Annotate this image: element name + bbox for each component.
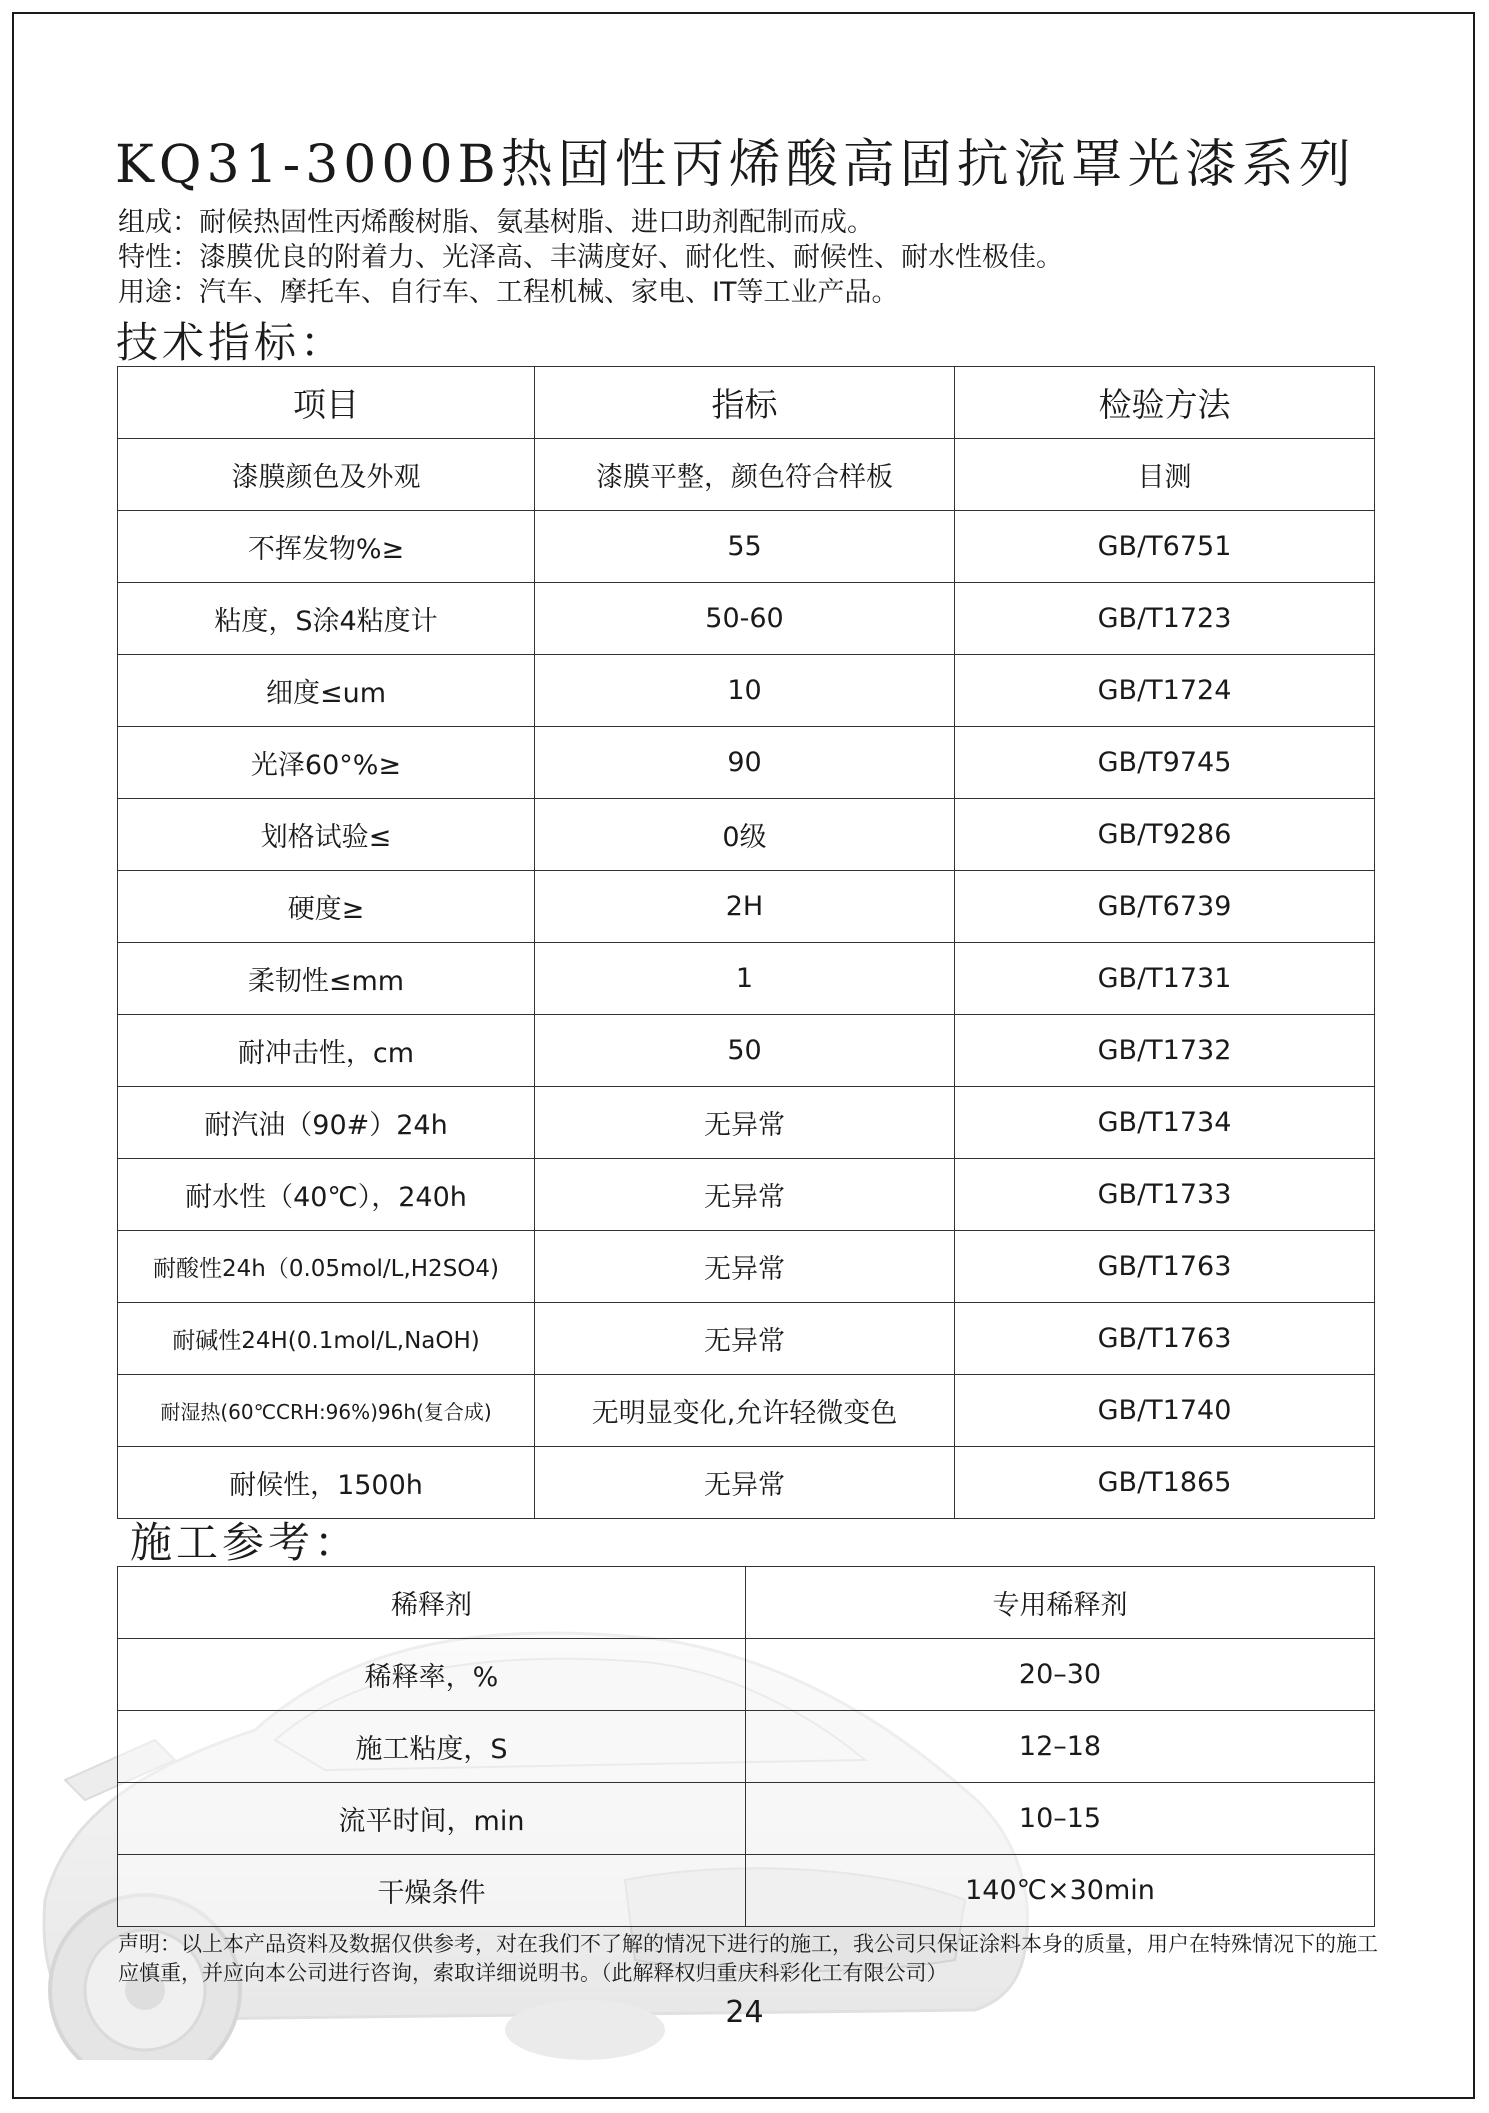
table-row [118, 943, 1375, 1015]
spec-item: 硬度≥ [118, 871, 535, 943]
spec-header-item: 项目 [118, 367, 535, 439]
table-row [118, 1087, 1375, 1159]
spec-item: 粘度，S涂4粘度计 [118, 583, 535, 655]
table-row [118, 511, 1375, 583]
spec-value: 2H [535, 871, 955, 943]
spec-value: 无异常 [535, 1159, 955, 1231]
spec-value: 50-60 [535, 583, 955, 655]
spec-method: GB/T9286 [955, 799, 1375, 871]
spec-item: 柔韧性≤mm [118, 943, 535, 1015]
apply-param: 稀释剂 [118, 1567, 746, 1639]
spec-value: 无明显变化,允许轻微变色 [535, 1375, 955, 1447]
composition-line: 组成：耐候热固性丙烯酸树脂、氨基树脂、进口助剂配制而成。 [118, 207, 874, 238]
product-intro [118, 205, 1063, 310]
table-row [118, 1015, 1375, 1087]
spec-item: 漆膜颜色及外观 [118, 439, 535, 511]
spec-method: GB/T1734 [955, 1087, 1375, 1159]
apply-param: 稀释率，% [118, 1639, 746, 1711]
table-row [118, 1567, 1375, 1639]
spec-value: 漆膜平整，颜色符合样板 [535, 439, 955, 511]
spec-header-row [118, 367, 1375, 439]
table-row [118, 655, 1375, 727]
table-row [118, 583, 1375, 655]
spec-value: 无异常 [535, 1447, 955, 1519]
table-row [118, 727, 1375, 799]
spec-value: 50 [535, 1015, 955, 1087]
spec-method: GB/T6751 [955, 511, 1375, 583]
spec-method: GB/T1732 [955, 1015, 1375, 1087]
table-row [118, 1159, 1375, 1231]
spec-header-method: 检验方法 [955, 367, 1375, 439]
spec-method: GB/T1865 [955, 1447, 1375, 1519]
page-title: KQ31-3000B热固性丙烯酸高固抗流罩光漆系列 [115, 135, 1356, 195]
spec-header-value: 指标 [535, 367, 955, 439]
spec-method: GB/T1763 [955, 1231, 1375, 1303]
table-row [118, 799, 1375, 871]
apply-value: 140℃×30min [746, 1855, 1375, 1927]
page-number: 24 [725, 1995, 764, 2030]
spec-value: 10 [535, 655, 955, 727]
apply-param: 干燥条件 [118, 1855, 746, 1927]
apply-value: 专用稀释剂 [746, 1567, 1375, 1639]
apply-param: 施工粘度，S [118, 1711, 746, 1783]
spec-item: 光泽60°%≥ [118, 727, 535, 799]
spec-method: GB/T1763 [955, 1303, 1375, 1375]
spec-table [117, 366, 1375, 1519]
spec-item: 细度≤um [118, 655, 535, 727]
apply-value: 20–30 [746, 1639, 1375, 1711]
disclaimer-text: 声明：以上本产品资料及数据仅供参考，对在我们不了解的情况下进行的施工，我公司只保证涂料本身的质量，用户在特殊情况下的施工应慎重，并应向本公司进行咨询，索取详细说明书。（此解释权归重庆科彩化工有限公司） [118, 1932, 1378, 1985]
spec-item: 划格试验≤ [118, 799, 535, 871]
spec-method: GB/T1740 [955, 1375, 1375, 1447]
spec-method: GB/T9745 [955, 727, 1375, 799]
spec-item: 耐水性（40℃），240h [118, 1159, 535, 1231]
table-row [118, 871, 1375, 943]
spec-value: 90 [535, 727, 955, 799]
spec-value: 无异常 [535, 1303, 955, 1375]
spec-value: 无异常 [535, 1231, 955, 1303]
spec-method: GB/T6739 [955, 871, 1375, 943]
table-row [118, 1783, 1375, 1855]
spec-value: 0级 [535, 799, 955, 871]
table-row [118, 1303, 1375, 1375]
application-table [117, 1566, 1375, 1927]
spec-method: GB/T1724 [955, 655, 1375, 727]
usage-line: 用途：汽车、摩托车、自行车、工程机械、家电、IT等工业产品。 [118, 277, 899, 308]
properties-line: 特性：漆膜优良的附着力、光泽高、丰满度好、耐化性、耐候性、耐水性极佳。 [118, 242, 1063, 273]
spec-item: 耐酸性24h（0.05mol/L,H2SO4) [118, 1231, 535, 1303]
table-row [118, 1447, 1375, 1519]
spec-item: 耐汽油（90#）24h [118, 1087, 535, 1159]
spec-item: 耐冲击性，cm [118, 1015, 535, 1087]
spec-method: GB/T1723 [955, 583, 1375, 655]
table-row [118, 1711, 1375, 1783]
spec-method: 目测 [955, 439, 1375, 511]
table-row [118, 1231, 1375, 1303]
spec-item: 不挥发物%≥ [118, 511, 535, 583]
apply-param: 流平时间，min [118, 1783, 746, 1855]
apply-value: 12–18 [746, 1711, 1375, 1783]
apply-value: 10–15 [746, 1783, 1375, 1855]
table-row [118, 439, 1375, 511]
spec-item: 耐候性，1500h [118, 1447, 535, 1519]
apply-section-heading: 施工参考： [130, 1518, 361, 1567]
spec-item: 耐湿热(60℃CRH:96%)96h(复合成) [118, 1375, 535, 1447]
spec-value: 55 [535, 511, 955, 583]
spec-section-heading: 技术指标： [116, 318, 347, 367]
spec-item: 耐碱性24H(0.1mol/L,NaOH) [118, 1303, 535, 1375]
table-row [118, 1639, 1375, 1711]
table-row [118, 1855, 1375, 1927]
spec-value: 无异常 [535, 1087, 955, 1159]
spec-value: 1 [535, 943, 955, 1015]
spec-method: GB/T1731 [955, 943, 1375, 1015]
spec-method: GB/T1733 [955, 1159, 1375, 1231]
table-row [118, 1375, 1375, 1447]
